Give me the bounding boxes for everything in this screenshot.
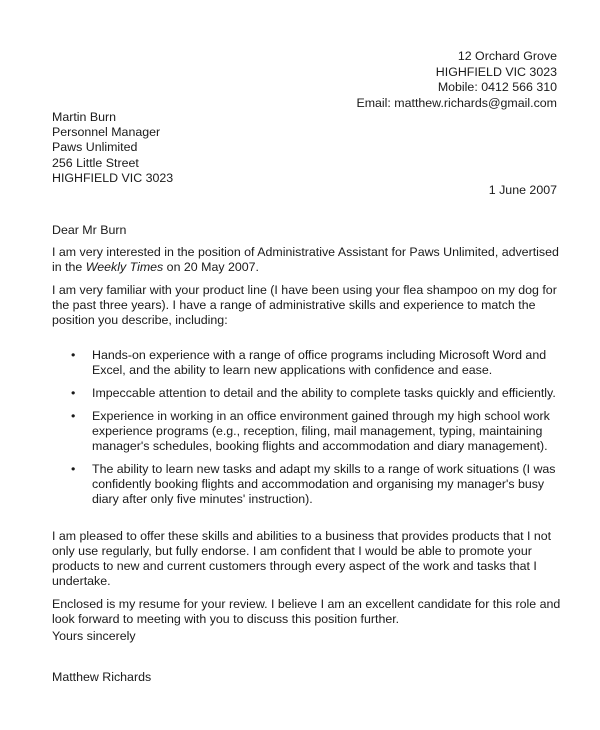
paragraph-intro <box>52 245 562 275</box>
skills-list <box>52 348 562 507</box>
letter-body <box>52 223 562 627</box>
bullet-icon: • <box>71 462 76 476</box>
sender-city: HIGHFIELD VIC 3023 <box>435 64 557 79</box>
paragraph-familiarity: I am very familiar with your product line (I have been using your flea shampoo on my dog for the past three years). I have a range of administrative skills and experience to match the position you describe, including: <box>52 283 557 327</box>
paragraph-offer: I am pleased to offer these skills and abilities to a business that provides products that I not only use regularly, but fully endorse. I am confident that I would be able to promote your products to new and current customers through every aspect of the work and tasks that I undertake. <box>52 529 552 588</box>
skill-text: Hands-on experience with a range of office programs including Microsoft Word and Excel, and the ability to learn new applications with confidence and ease. <box>92 348 547 377</box>
bullet-icon: • <box>71 386 76 400</box>
skill-text: The ability to learn new tasks and adapt my skills to a range of work situations (I was confidently booking flights and accommodation and organising my manager's busy diary after only five minutes' instruction). <box>92 462 556 506</box>
sender-address-block <box>356 49 557 111</box>
paragraph-intro-date: on 20 May 2007. <box>163 260 259 274</box>
recipient-address-block <box>52 110 173 186</box>
publication-name: Weekly Times <box>85 260 164 274</box>
letter-date: 1 June 2007 <box>488 183 557 197</box>
skill-text: Impeccable attention to detail and the ability to complete tasks quickly and efficiently. <box>92 386 556 400</box>
paragraph-enclosure: Enclosed is my resume for your review. I believe I am an excellent candidate for this role and look forward to meeting with you to discuss this position further. <box>52 597 561 626</box>
recipient-title: Personnel Manager <box>52 125 161 140</box>
recipient-company: Paws Unlimited <box>52 140 138 155</box>
salutation: Dear Mr Burn <box>52 223 127 237</box>
sender-mobile: Mobile: 0412 566 310 <box>437 80 557 94</box>
paragraph-intro-text: I am very interested in the position of Administrative Assistant for Paws Unlimited, advertised in the <box>52 245 559 274</box>
recipient-name: Martin Burn <box>52 110 117 124</box>
closing: Yours sincerely <box>52 629 136 643</box>
list-item <box>52 462 562 507</box>
recipient-street: 256 Little Street <box>52 155 139 170</box>
list-item <box>52 409 562 454</box>
signature-name: Matthew Richards <box>52 670 152 684</box>
recipient-city: HIGHFIELD VIC 3023 <box>52 170 174 185</box>
list-item <box>52 386 562 401</box>
bullet-icon: • <box>71 348 76 362</box>
bullet-icon: • <box>71 409 76 423</box>
sender-email: Email: matthew.richards@gmail.com <box>356 95 557 110</box>
sender-street: 12 Orchard Grove <box>457 49 557 63</box>
skill-text: Experience in working in an office environment gained through my high school work experience programs (e.g., reception, filing, mail management, typing, maintaining manager's schedules, booking flights and accommodation and diary management). <box>92 409 550 453</box>
list-item <box>52 348 562 378</box>
